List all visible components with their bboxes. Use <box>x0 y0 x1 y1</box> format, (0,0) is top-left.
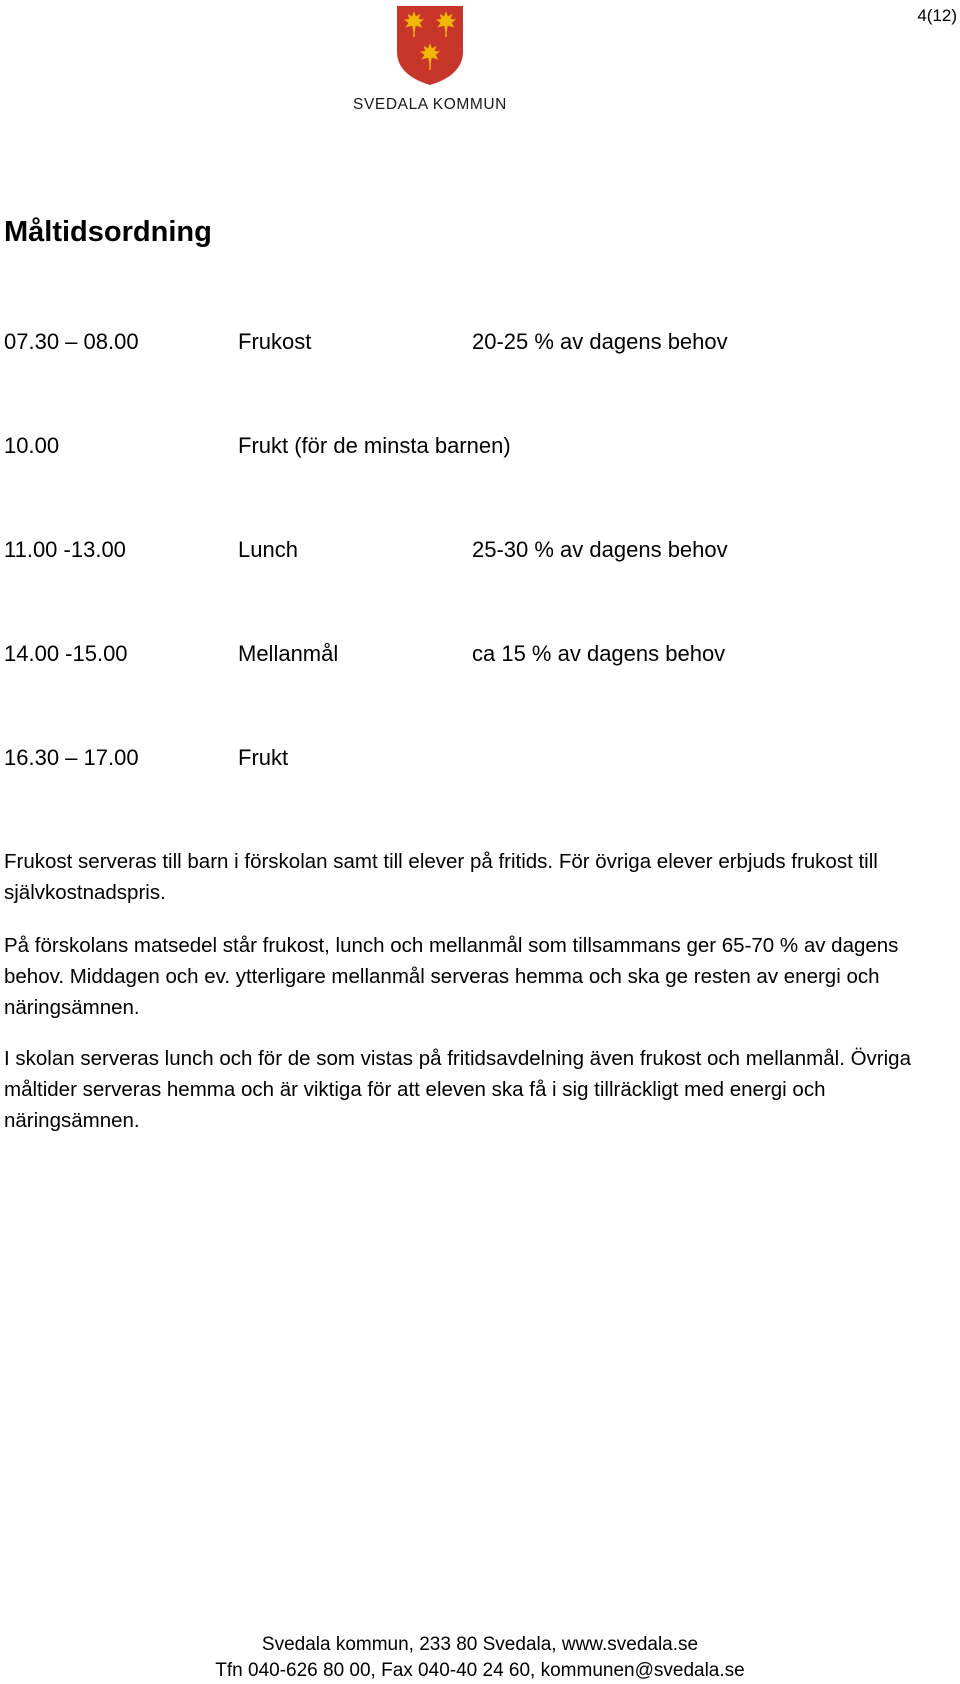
schedule-row <box>4 640 904 668</box>
footer-contact: Tfn 040-626 80 00, Fax 040-40 24 60, kommunen@svedala.se <box>215 1660 745 1681</box>
municipal-coat-of-arms-icon <box>395 4 465 86</box>
schedule-time: 10.00 <box>4 433 60 458</box>
schedule-meal: Mellanmål <box>238 641 339 666</box>
schedule-row <box>4 432 904 460</box>
footer-address: Svedala kommun, 233 80 Svedala, www.svedala.se <box>261 1634 699 1655</box>
schedule-meal: Lunch <box>238 537 298 562</box>
paragraph-preschool: På förskolans matsedel står frukost, lunch och mellanmål som tillsammans ger 65-70 % av dagens behov. Middagen och ev. ytterligare mellanmål serveras hemma och ska ge resten av energi och näringsämnen. <box>4 934 899 1019</box>
schedule-row <box>4 744 904 772</box>
header-logo <box>330 4 530 119</box>
footer <box>0 1632 960 1684</box>
schedule-row <box>4 328 904 356</box>
schedule-share: ca 15 % av dagens behov <box>472 641 726 666</box>
schedule-time: 14.00 -15.00 <box>4 641 128 666</box>
logo-text: SVEDALA KOMMUN <box>353 96 507 113</box>
paragraph-breakfast: Frukost serveras till barn i förskolan samt till elever på fritids. För övriga elever erbjuds frukost till självkostnadspris. <box>4 850 878 904</box>
schedule-share: 25-30 % av dagens behov <box>472 537 728 562</box>
schedule-time: 11.00 -13.00 <box>4 537 126 562</box>
schedule-meal: Frukt (för de minsta barnen) <box>238 433 511 458</box>
schedule-meal: Frukt <box>238 745 289 770</box>
schedule-share: 20-25 % av dagens behov <box>472 329 728 354</box>
schedule-row <box>4 536 904 564</box>
schedule-meal: Frukost <box>238 329 312 354</box>
page-number: 4(12) <box>917 6 957 25</box>
paragraph-school: I skolan serveras lunch och för de som vistas på fritidsavdelning även frukost och mellanmål. Övriga måltider serveras hemma och är viktiga för att eleven ska få i sig tillräckligt med energi och näringsämnen. <box>4 1047 911 1132</box>
schedule-time: 07.30 – 08.00 <box>4 329 139 354</box>
document-title: Måltidsordning <box>4 216 212 248</box>
schedule-time: 16.30 – 17.00 <box>4 745 139 770</box>
